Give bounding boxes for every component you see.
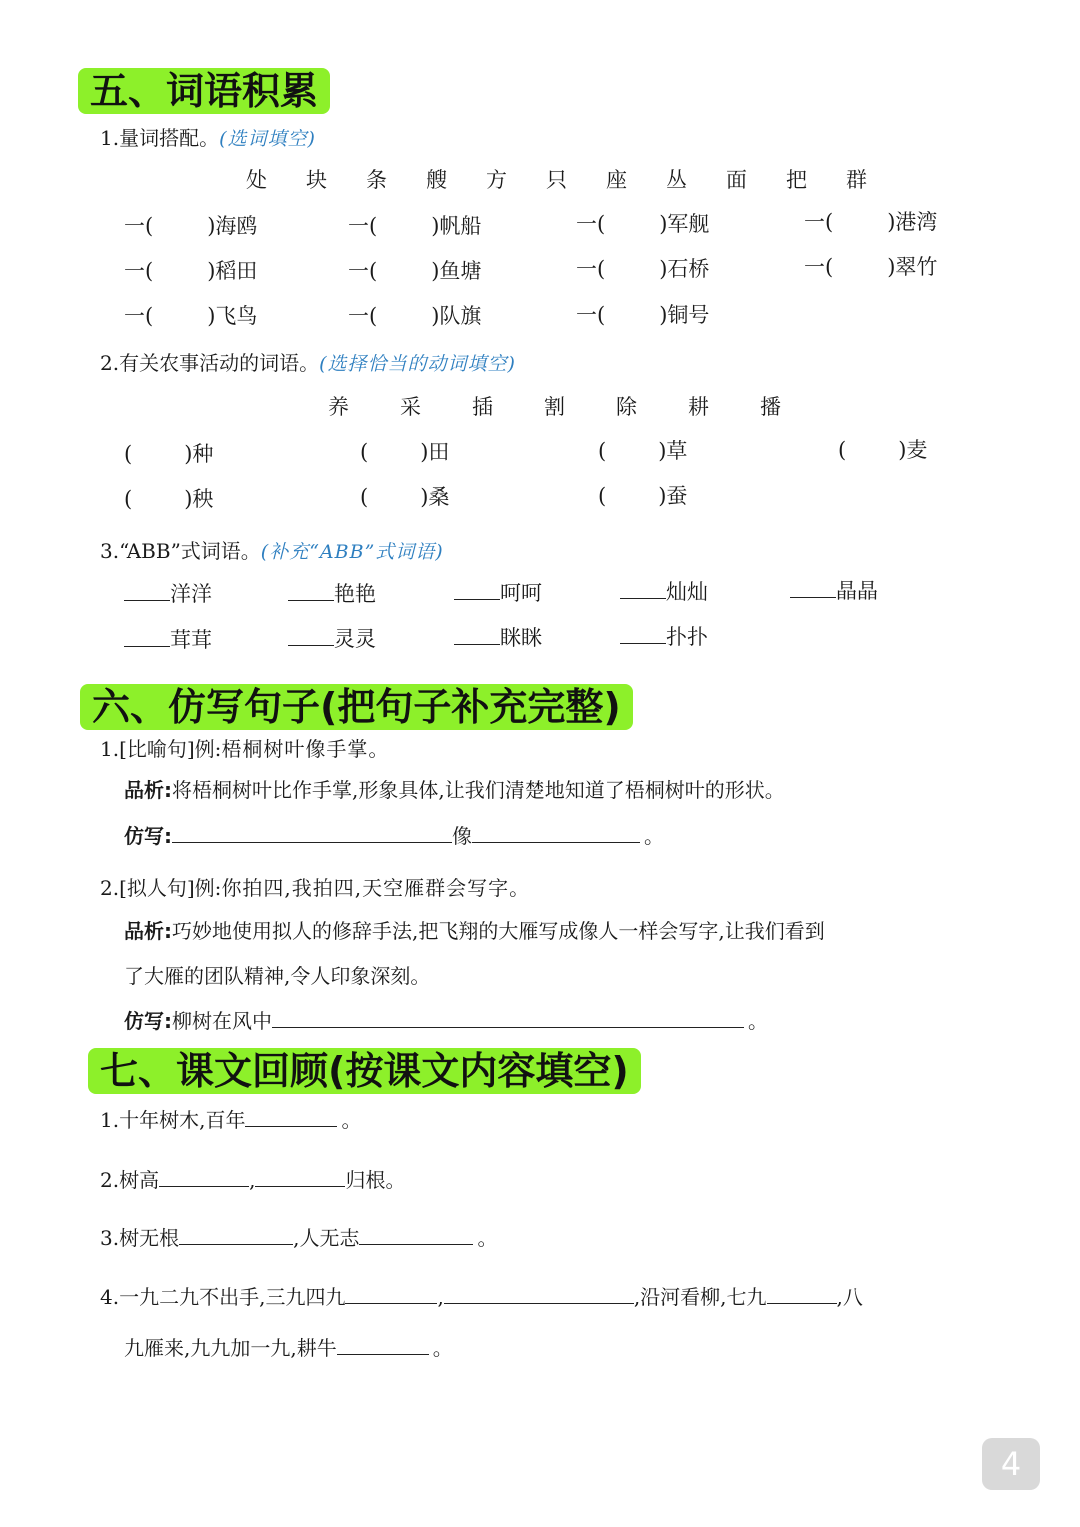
measure-word-item[interactable]: 一( )翠竹 [804,255,938,279]
recall-blank[interactable] [245,1125,337,1127]
recall-blank[interactable] [767,1302,837,1304]
imitate-label: 仿写: [124,824,172,848]
abb-item[interactable]: 洋洋 [124,578,212,608]
q2-label: 2.有关农事活动的词语。 [100,351,320,375]
recall-blank[interactable] [179,1243,293,1245]
recall-q4-line1: 4.一九二九不出手,三九四九 , ,沿河看柳,七九 ,八 [100,1285,863,1309]
measure-word-item[interactable]: 一( )鱼塘 [348,259,482,283]
word-bank-item: 割 [544,395,565,419]
recall-blank[interactable] [337,1353,429,1355]
word-bank-item: 丛 [666,168,687,192]
analysis-label: 品析: [124,919,172,943]
recall-q1: 1.十年树木,百年 。 [100,1108,362,1132]
imitate-start: 柳树在风中 [172,1009,272,1033]
q2-hint: (选择恰当的动词填空) [319,353,516,375]
abb-item[interactable]: 艳艳 [288,578,376,608]
word-bank-item: 面 [726,168,747,192]
s6-q1-label: 1.[比喻句]例: [100,737,222,761]
analysis-text: 巧妙地使用拟人的修辞手法,把飞翔的大雁写成像人一样会写字,让我们看到 [172,919,825,943]
word-bank-item: 块 [306,168,327,192]
word-bank-item: 采 [400,395,421,419]
recall-q3: 3.树无根 ,人无志 。 [100,1226,498,1250]
imitate-label: 仿写: [124,1009,172,1033]
s6-q2-analysis-1 [124,915,825,944]
word-bank-item: 耕 [688,395,709,419]
abb-item[interactable]: 呵呵 [454,577,542,607]
farm-verb-item[interactable]: ( )桑 [360,485,450,509]
s6-q2-imitate: 仿写:柳树在风中 。 [124,1009,768,1033]
s6-q2-analysis-2: 了大雁的团队精神,令人印象深刻。 [124,964,431,988]
word-bank-item: 艘 [426,168,447,192]
word-bank-item: 除 [616,395,637,419]
s6-q2-heading [100,872,530,901]
analysis-label: 品析: [124,778,172,802]
recall-q4-line2: 九雁来,九九加一九,耕牛 。 [124,1336,453,1360]
imitate-blank[interactable] [472,841,640,843]
word-bank-item: 条 [366,168,387,192]
farm-verb-item[interactable]: ( )麦 [838,438,928,462]
q1-hint: (选词填空) [219,128,316,150]
q1-word-bank [246,164,906,194]
q3-hint: (补充“ABB”式词语) [260,541,444,563]
recall-q2: 2.树高 , 归根。 [100,1168,406,1192]
recall-blank[interactable] [159,1185,249,1187]
abb-item[interactable]: 扑扑 [620,621,708,651]
word-bank-item: 处 [246,168,267,192]
q3-label: 3.“ABB”式词语。 [100,539,261,563]
section-6-title: 六、仿写句子(把句子补充完整) [80,684,633,730]
section-5-title: 五、词语积累 [78,68,330,114]
recall-blank[interactable] [345,1302,437,1304]
s6-q1-example: 梧桐树叶像手掌。 [221,737,390,761]
measure-word-item[interactable]: 一( )港湾 [804,210,938,234]
s6-q1-analysis [124,774,785,803]
q2-heading [100,347,516,376]
abb-item[interactable]: 茸茸 [124,624,212,654]
imitate-blank[interactable] [172,841,452,843]
recall-blank[interactable] [359,1243,473,1245]
farm-verb-item[interactable]: ( )种 [124,442,214,466]
word-bank-item: 群 [846,168,867,192]
q2-word-bank [328,391,832,421]
farm-verb-item[interactable]: ( )蚕 [598,484,688,508]
measure-word-item[interactable]: 一( )队旗 [348,304,482,328]
farm-verb-item[interactable]: ( )草 [598,439,688,463]
abb-item[interactable]: 灵灵 [288,623,376,653]
word-bank-item: 播 [760,395,781,419]
abb-item[interactable]: 眯眯 [454,622,542,652]
q3-heading [100,535,444,564]
s6-q2-label: 2.[拟人句]例: [100,876,222,900]
word-bank-item: 养 [328,395,349,419]
word-bank-item: 把 [786,168,807,192]
section-7-title: 七、课文回顾(按课文内容填空) [88,1048,641,1094]
word-bank-item: 插 [472,395,493,419]
page-number-badge: 4 [982,1438,1040,1490]
analysis-text: 将梧桐树叶比作手掌,形象具体,让我们清楚地知道了梧桐树叶的形状。 [172,778,785,802]
word-bank-item: 座 [606,168,627,192]
measure-word-item[interactable]: 一( )铜号 [576,303,710,327]
measure-word-item[interactable]: 一( )帆船 [348,214,482,238]
s6-q1-heading [100,733,389,762]
measure-word-item[interactable]: 一( )军舰 [576,212,710,236]
recall-blank[interactable] [444,1302,634,1304]
abb-item[interactable]: 晶晶 [790,575,878,605]
word-bank-item: 只 [546,168,567,192]
abb-item[interactable]: 灿灿 [620,576,708,606]
q1-label: 1.量词搭配。 [100,126,220,150]
measure-word-item[interactable]: 一( )海鸥 [124,214,258,238]
imitate-blank[interactable] [272,1026,744,1028]
measure-word-item[interactable]: 一( )飞鸟 [124,304,258,328]
farm-verb-item[interactable]: ( )田 [360,440,450,464]
word-bank-item: 方 [486,168,507,192]
imitate-middle: 像 [452,824,472,848]
measure-word-item[interactable]: 一( )稻田 [124,259,258,283]
q1-heading [100,122,316,151]
s6-q1-imitate: 仿写: 像 。 [124,824,664,848]
recall-blank[interactable] [255,1185,345,1187]
measure-word-item[interactable]: 一( )石桥 [576,257,710,281]
s6-q2-example: 你拍四,我拍四,天空雁群会写字。 [221,876,531,900]
farm-verb-item[interactable]: ( )秧 [124,487,214,511]
